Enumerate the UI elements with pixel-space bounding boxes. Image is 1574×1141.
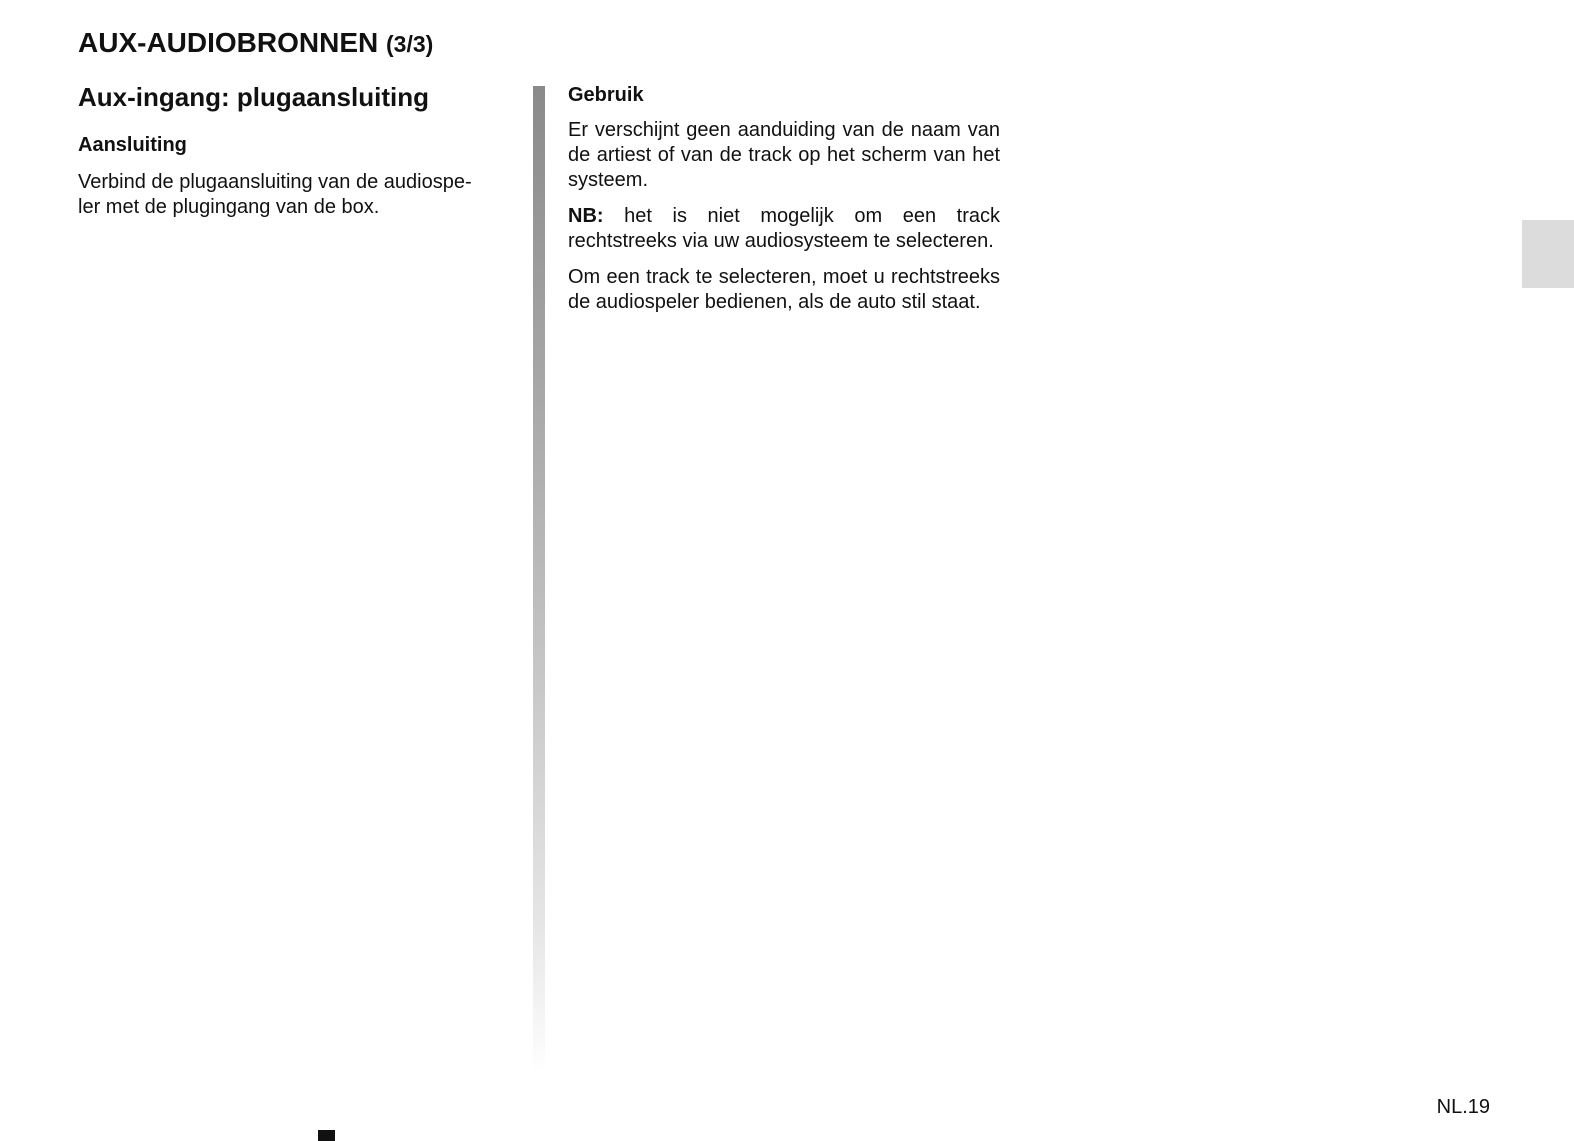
page-title [78, 24, 433, 63]
aansluiting-line-1: Verbind de plugaansluiting van de audiospe- [78, 171, 472, 193]
subheading-aansluiting: Aansluiting [78, 134, 187, 156]
gebruik-paragraph-3: Om een track te selecteren, moet u rechtstreeks de audiospeler bedienen, als de auto stil staat. [568, 266, 1000, 313]
gebruik-paragraph-1: Er verschijnt geen aanduiding van de naam van de artiest of van de track op het scherm van het systeem. [568, 119, 1000, 191]
aansluiting-paragraph [78, 170, 513, 220]
page-title-main: AUX-AUDIOBRONNEN [78, 27, 379, 58]
nb-text: het is niet mogelijk om een track rechtstreeks via uw audiosysteem te selecteren. [568, 205, 1000, 252]
column-divider [533, 86, 545, 1076]
aansluiting-line-2: ler met de plugingang van de box. [78, 196, 380, 218]
subheading-gebruik: Gebruik [568, 84, 644, 106]
nb-paragraph [568, 204, 1000, 254]
page-title-suffix: (3/3) [386, 31, 434, 57]
crop-mark [318, 1130, 335, 1141]
page-number: NL.19 [1436, 1096, 1490, 1118]
section-heading: Aux-ingang: plugaansluiting [78, 82, 429, 112]
chapter-side-tab [1522, 220, 1574, 288]
nb-label: NB: [568, 205, 604, 227]
left-column [78, 80, 513, 220]
right-column [568, 82, 1000, 315]
